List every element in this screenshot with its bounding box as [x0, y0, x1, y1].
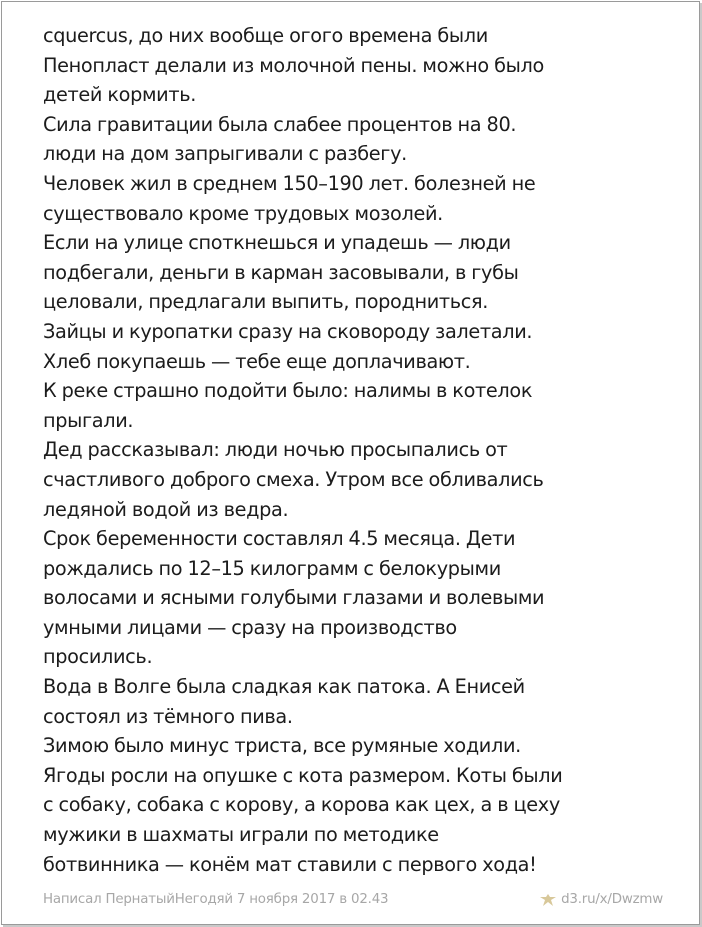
- post-line: Пенопласт делали из молочной пены. можно было: [43, 53, 544, 77]
- post-line: рождались по 12–15 килограмм с белокурыми: [43, 556, 501, 580]
- post-line: ботвинника — конём мат ставили с первого хода!: [43, 852, 537, 876]
- post-line: мужики в шахматы играли по методике: [43, 823, 439, 847]
- post-line: ледяной водой из ведра.: [43, 497, 289, 521]
- author-prefix: Написал: [43, 892, 102, 907]
- post-date[interactable]: 7 ноября 2017 в 02.43: [236, 892, 389, 907]
- post-text: [43, 21, 683, 879]
- post-line: умными лицами — сразу на производство: [43, 615, 457, 639]
- post-meta: [43, 892, 388, 907]
- post-line: Зимою было минус триста, все румяные ходили.: [43, 734, 521, 758]
- post-line: Если на улице споткнешься и упадешь — люди: [43, 231, 511, 255]
- post-line: Ягоды росли на опушке с кота размером. Коты были: [43, 763, 563, 787]
- post-line: состоял из тёмного пива.: [43, 704, 293, 728]
- post-line: Дед рассказывал: люди ночью просыпались от: [43, 438, 508, 462]
- post-line: Срок беременности составлял 4.5 месяца. Дети: [43, 527, 516, 551]
- post-line: люди на дом запрыгивали с разбегу.: [43, 142, 407, 166]
- post-card: [1, 1, 700, 925]
- post-line: волосами и ясными голубыми глазами и волевыми: [43, 586, 545, 610]
- post-line: cquercus, до них вообще огого времена были: [43, 24, 488, 47]
- post-line: счастливого доброго смеха. Утром все обливались: [43, 467, 544, 491]
- post-line: существовало кроме трудовых мозолей.: [43, 201, 443, 225]
- post-line: целовали, предлагали выпить, породниться.: [43, 290, 489, 314]
- short-link-text[interactable]: d3.ru/x/Dwzmw: [561, 892, 663, 907]
- post-line: К реке страшно подойти было: налимы в котелок: [43, 379, 533, 403]
- post-line: прыгали.: [43, 408, 134, 432]
- post-line: подбегали, деньги в карман засовывали, в губы: [43, 260, 519, 284]
- post-line: Сила гравитации была слабее процентов на 80.: [43, 112, 517, 136]
- short-link[interactable]: [539, 892, 663, 907]
- post-line: Хлеб покупаешь — тебе еще доплачивают.: [43, 349, 471, 373]
- post-line: просились.: [43, 645, 153, 669]
- post-footer: [43, 888, 663, 912]
- post-line: Зайцы и куропатки сразу на сковороду залетали.: [43, 319, 533, 343]
- post-line: детей кормить.: [43, 83, 197, 107]
- post-line: с собаку, собака с корову, а корова как цех, а в цеху: [43, 793, 560, 817]
- d3-logo-icon: [539, 893, 557, 907]
- post-line: Человек жил в среднем 150–190 лет. болезней не: [43, 171, 536, 195]
- author-link[interactable]: ПернатыйНегодяй: [105, 892, 233, 907]
- post-line: Вода в Волге была сладкая как патока. А Енисей: [43, 675, 525, 699]
